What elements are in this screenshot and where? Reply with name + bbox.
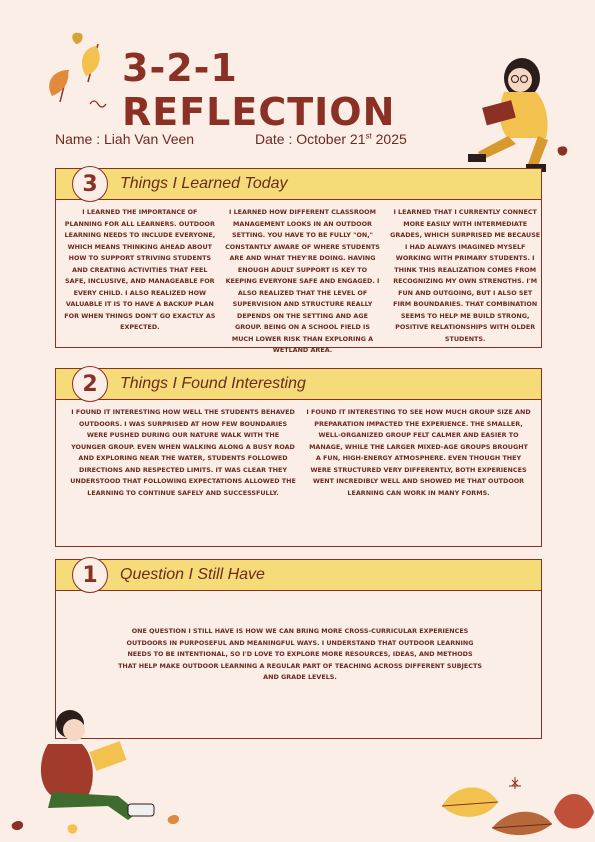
section-number-badge: 1 (72, 557, 108, 593)
reading-boy-illustration (8, 700, 188, 838)
section-number-badge: 2 (72, 366, 108, 402)
reflection-column: I LEARNED THE IMPORTANCE OF PLANNING FOR ALL LEARNERS. OUTDOOR LEARNING NEEDS TO INCLUDE EVERYONE, WHICH MEANS THINKING AHEAD ABOUT HOW TO SUPPORT STRIVING STUDENTS AND CREATING ACTIVITIES THAT FEEL SAFE, INCLUSIVE, AND MANAGEABLE FOR EVERY CHILD. I ALSO REALIZED HOW VALUABLE IT IS TO HAVE A BACKUP PLAN FOR WHEN THINGS DON'T GO EXACTLY AS EXPECTED. (64, 208, 216, 331)
section-heading: Question I Still Have (120, 566, 265, 583)
section-columns (56, 407, 541, 499)
section-columns (56, 626, 541, 684)
fallen-leaves-icon (436, 772, 595, 842)
date-year: 2025 (371, 131, 407, 147)
reflection-column: I FOUND IT INTERESTING HOW WELL THE STUDENTS BEHAVED OUTDOORS. I WAS SURPRISED AT HOW FEW BOUNDARIES WERE PUSHED DURING OUR NATURE WALK WITH THE YOUNGER GROUP. EVEN WHEN WALKING ALONG A BUSY ROAD AND EXPLORING NEAR THE WATER, STUDENTS FOLLOWED DIRECTIONS AND RESPECTED LIMITS. IT WAS CLEAR THEY UNDERSTOOD THAT FOLLOWING EXPECTATIONS ALLOWED THE LEARNING TO CONTINUE SAFELY AND SUCCESSFULLY. (70, 408, 296, 497)
date-suffix: st (365, 131, 372, 141)
section-heading: Things I Learned Today (120, 175, 288, 192)
reflection-column: I LEARNED HOW DIFFERENT CLASSROOM MANAGEMENT LOOKS IN AN OUTDOOR SETTING. YOU HAVE TO BE FULLY "ON," CONSTANTLY AWARE OF WHERE STUDENTS ARE AND WHAT THEY'RE DOING. HAVING ENOUGH ADULT SUPPORT IS KEY TO KEEPING EVERYONE SAFE AND ENGAGED. I ALSO REALIZED THAT THE LEVEL OF SUPERVISION AND STRUCTURE REALLY DEPENDS ON THE SETTING AND AGE GROUP. BEING ON A SCHOOL FIELD IS MUCH LOWER RISK THAN EXPLORING A WETLAND AREA. (225, 208, 380, 354)
reading-girl-illustration (438, 48, 578, 178)
page-title: 3-2-1 REFLECTION (122, 46, 396, 134)
autumn-leaves-icon (38, 30, 118, 112)
date-field (255, 131, 407, 147)
date-text: Date : October 21 (255, 131, 366, 147)
reflection-column: I LEARNED THAT I CURRENTLY CONNECT MORE EASILY WITH INTERMEDIATE GRADES, WHICH SURPRISED ME BECAUSE I HAD ALWAYS IMAGINED MYSELF WORKING WITH PRIMARY STUDENTS. I THINK THIS REALIZATION COMES FROM RECOGNIZING MY OWN STRENGTHS. I'M FUN AND OUTGOING, BUT I ALSO SET FIRM BOUNDARIES. THAT COMBINATION SEEMS TO HELP ME BUILD STRONG, POSITIVE RELATIONSHIPS WITH OLDER STUDENTS. (390, 208, 541, 343)
section-columns (56, 207, 541, 357)
section-things-learned (55, 168, 542, 354)
section-heading: Things I Found Interesting (120, 375, 306, 392)
student-name: Name : Liah Van Veen (55, 131, 195, 147)
reflection-column: ONE QUESTION I STILL HAVE IS HOW WE CAN BRING MORE CROSS-CURRICULAR EXPERIENCES OUTDOORS IN PURPOSEFUL AND MEANINGFUL WAYS. I UNDERSTAND THAT OUTDOOR LEARNING NEEDS TO BE INTENTIONAL, SO I'D LOVE TO EXPLORE MORE RESOURCES, IDEAS, AND METHODS THAT HELP MAKE OUTDOOR LEARNING A REGULAR PART OF TEACHING ACROSS DIFFERENT SUBJECTS AND GRADE LEVELS. (118, 627, 482, 681)
section-things-interesting (55, 368, 542, 547)
section-number-badge: 3 (72, 166, 108, 202)
reflection-column: I FOUND IT INTERESTING TO SEE HOW MUCH GROUP SIZE AND PREPARATION IMPACTED THE EXPERIENCE. THE SMALLER, WELL-ORGANIZED GROUP FELT CALMER AND EASIER TO MANAGE, WHILE THE LARGER MIXED-AGE GROUPS BROUGHT A FUN, HIGH-ENERGY ATMOSPHERE. EVEN THOUGH THEY WERE STRUCTURED VERY DIFFERENTLY, BOTH EXPERIENCES WENT INCREDIBLY WELL AND SHOWED ME THAT OUTDOOR LEARNING CAN WORK IN MANY FORMS. (306, 408, 531, 497)
